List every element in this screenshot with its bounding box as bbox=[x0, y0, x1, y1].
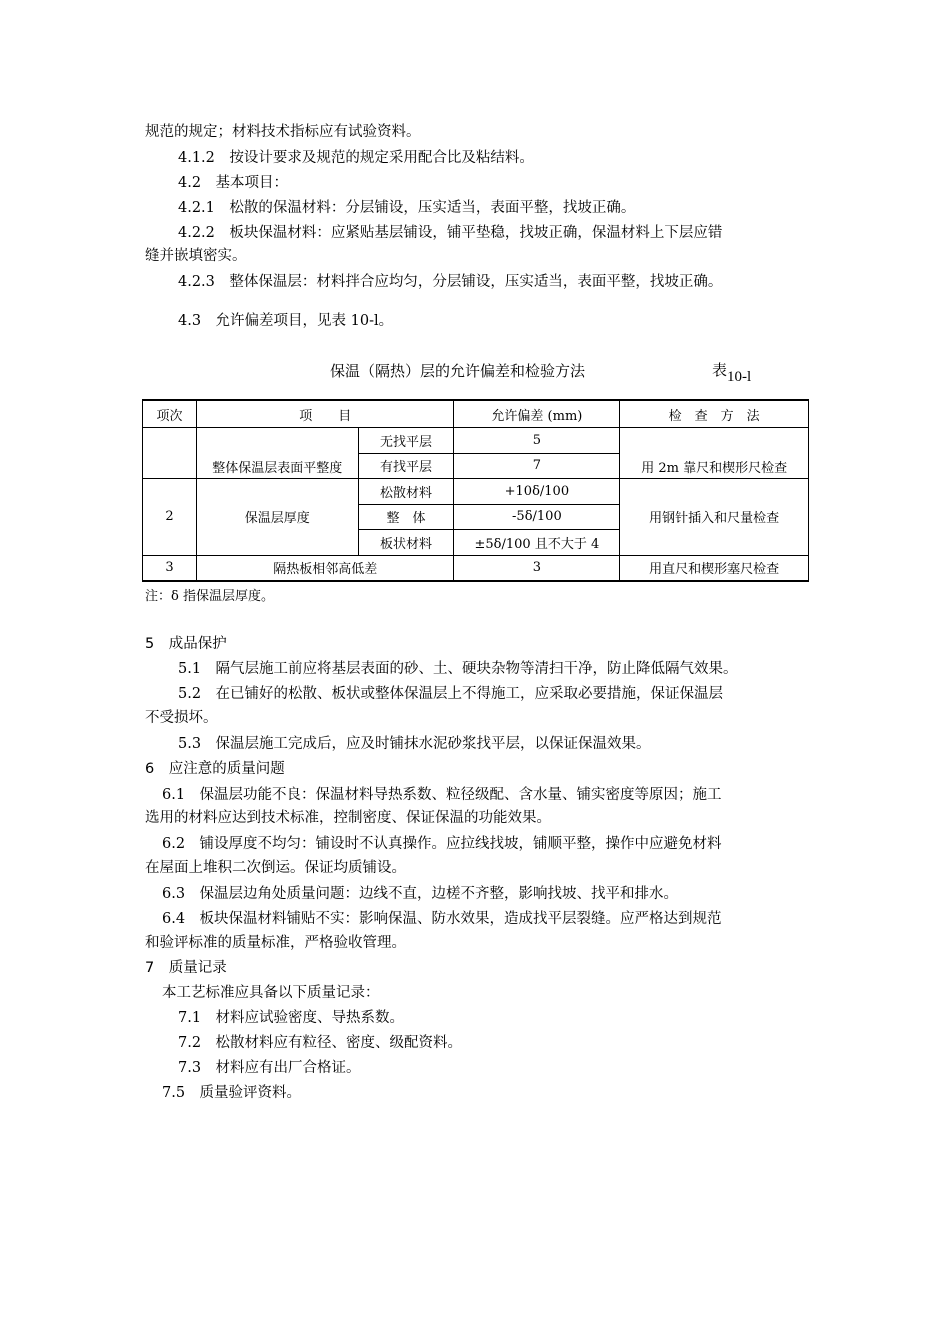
text-line: 7.2 松散材料应有粒径、密度、级配资料。 bbox=[178, 1035, 463, 1051]
text-line: 4.2.1 松散的保温材料：分层铺设，压实适当，表面平整，找坡正确。 bbox=[178, 200, 636, 216]
cell-sub: 松散材料 bbox=[358, 479, 454, 505]
table-row bbox=[143, 428, 809, 454]
header-cell-item: 项 目 bbox=[196, 400, 454, 428]
table-number-value: 10-l bbox=[727, 369, 752, 385]
cell-method: 用钢针插入和尺量检查 bbox=[620, 479, 809, 556]
text-line: 规范的规定；材料技术指标应有试验资料。 bbox=[145, 124, 421, 140]
cell-sub: 无找平层 bbox=[358, 428, 454, 454]
section-heading: 5 成品保护 bbox=[145, 636, 227, 652]
section-heading: 6 应注意的质量问题 bbox=[145, 761, 285, 777]
text-line: 缝并嵌填密实。 bbox=[145, 248, 247, 264]
cell-method: 用 2m 靠尺和楔形尺检查 bbox=[620, 428, 809, 479]
cell-tolerance: 7 bbox=[454, 453, 620, 479]
cell-method: 用直尺和楔形塞尺检查 bbox=[620, 555, 809, 581]
text-line: 7.3 材料应有出厂合格证。 bbox=[178, 1060, 361, 1076]
header-cell-method: 检 查 方 法 bbox=[620, 400, 809, 428]
cell-tolerance: 3 bbox=[454, 555, 620, 581]
table-note: 注：δ 指保温层厚度。 bbox=[145, 589, 274, 604]
tolerance-table bbox=[142, 399, 809, 582]
cell-sub: 整 体 bbox=[358, 504, 454, 530]
text-line: 4.2.3 整体保温层：材料拌合应均匀，分层铺设，压实适当，表面平整，找坡正确。 bbox=[178, 274, 723, 290]
cell-tolerance: -5δ/100 bbox=[454, 504, 620, 530]
text-line: 7.5 质量验评资料。 bbox=[162, 1085, 302, 1101]
text-line: 4.3 允许偏差项目，见表 10-l。 bbox=[178, 313, 394, 329]
cell-no: 2 bbox=[143, 479, 197, 556]
text-line: 4.2 基本项目： bbox=[178, 175, 289, 191]
text-line: 选用的材料应达到技术标准，控制密度、保证保温的功能效果。 bbox=[145, 810, 551, 826]
text-line: 不受损坏。 bbox=[145, 710, 218, 726]
cell-item: 整体保温层表面平整度 bbox=[196, 428, 358, 479]
text-line: 6.1 保温层功能不良：保温材料导热系数、粒径级配、含水量、铺实密度等原因；施工 bbox=[162, 787, 722, 803]
text-line: 5.1 隔气层施工前应将基层表面的砂、土、硬块杂物等清扫干净，防止降低隔气效果。 bbox=[178, 661, 738, 677]
cell-sub: 有找平层 bbox=[358, 453, 454, 479]
cell-item: 保温层厚度 bbox=[196, 479, 358, 556]
text-line: 和验评标准的质量标准，严格验收管理。 bbox=[145, 935, 406, 951]
text-line: 6.3 保温层边角处质量问题：边线不直，边槎不齐整，影响找坡、找平和排水。 bbox=[162, 886, 679, 902]
table-header-row bbox=[143, 400, 809, 428]
table-number bbox=[712, 359, 751, 386]
text-line: 6.4 板块保温材料铺贴不实：影响保温、防水效果，造成找平层裂缝。应严格达到规范 bbox=[162, 911, 722, 927]
text-line: 4.1.2 按设计要求及规范的规定采用配合比及粘结料。 bbox=[178, 150, 534, 166]
text-line: 7.1 材料应试验密度、导热系数。 bbox=[178, 1010, 405, 1026]
text-line: 6.2 铺设厚度不均匀：铺设时不认真操作。应拉线找坡，铺顺平整，操作中应避免材料 bbox=[162, 836, 722, 852]
text-line: 4.2.2 板块保温材料：应紧贴基层铺设，铺平垫稳，找坡正确，保温材料上下层应错 bbox=[178, 225, 723, 241]
cell-sub: 板状材料 bbox=[358, 530, 454, 556]
table-title: 保温（隔热）层的允许偏差和检验方法 bbox=[330, 362, 586, 380]
cell-tolerance: 5 bbox=[454, 428, 620, 454]
text-line: 在屋面上堆积二次倒运。保证均质铺设。 bbox=[145, 860, 406, 876]
cell-tolerance: +10δ/100 bbox=[454, 479, 620, 505]
text-line: 5.3 保温层施工完成后，应及时铺抹水泥砂浆找平层，以保证保温效果。 bbox=[178, 736, 651, 752]
cell-no: 3 bbox=[143, 555, 197, 581]
table-row bbox=[143, 555, 809, 581]
header-cell-no: 项次 bbox=[143, 400, 197, 428]
text-line: 本工艺标准应具备以下质量记录： bbox=[162, 985, 380, 1001]
text-line: 5.2 在已铺好的松散、板状或整体保温层上不得施工，应采取必要措施，保证保温层 bbox=[178, 686, 724, 702]
section-heading: 7 质量记录 bbox=[145, 960, 227, 976]
header-cell-tolerance: 允许偏差 (mm) bbox=[454, 400, 620, 428]
table-row bbox=[143, 479, 809, 505]
table-number-prefix: 表 bbox=[712, 361, 728, 379]
cell-tolerance: ±5δ/100 且不大于 4 bbox=[454, 530, 620, 556]
cell-item: 隔热板相邻高低差 bbox=[196, 555, 454, 581]
cell-no bbox=[143, 428, 197, 479]
